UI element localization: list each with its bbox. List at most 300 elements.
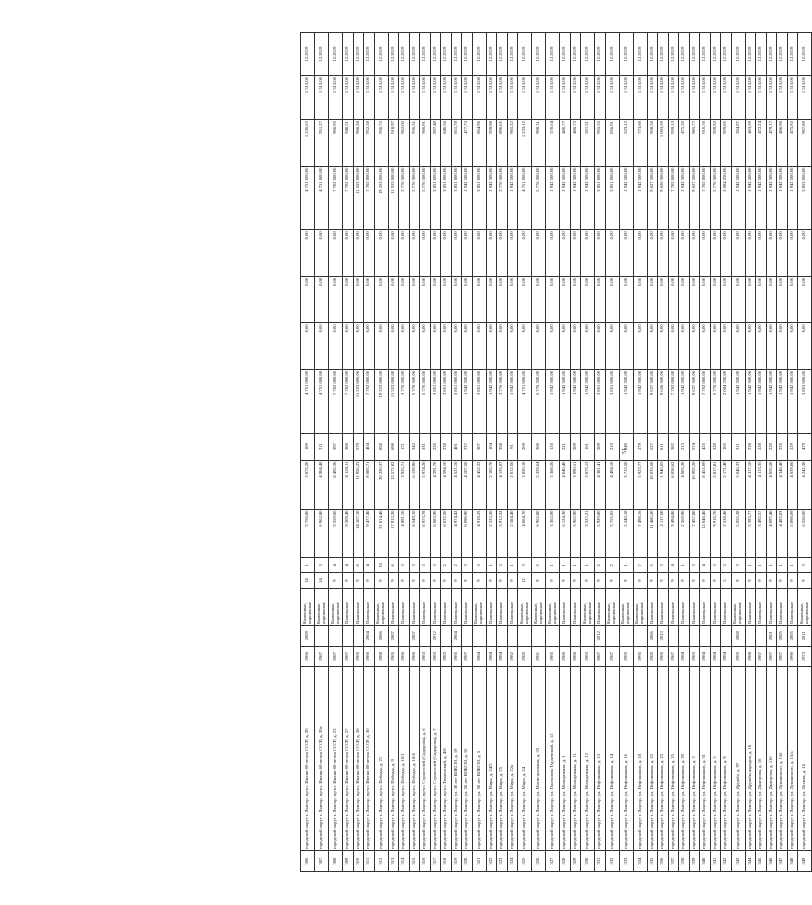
table-cell: 0,00 <box>658 323 669 370</box>
table-cell: 20 250,37 <box>374 460 388 509</box>
table-row <box>658 33 669 872</box>
table-cell: 1 940,05 <box>658 460 669 509</box>
table-cell: 12.2019 <box>787 33 798 76</box>
table-cell: 9 <box>658 573 669 589</box>
table-cell: 0,00 <box>668 230 679 277</box>
table-cell: 226 <box>430 433 441 460</box>
table-cell: 1 <box>546 558 560 573</box>
table-cell: 9 627 500,00 <box>647 166 658 230</box>
table-cell: 309 <box>343 851 354 872</box>
table-cell: 0,00 <box>430 276 441 323</box>
table-cell: 12.2019 <box>721 33 732 76</box>
table-cell: 8 549,10 <box>409 509 420 558</box>
table-cell: 1 942 500,00 <box>679 166 690 230</box>
table-cell: 9 <box>546 573 560 589</box>
table-cell: 1 513,00 <box>507 76 518 120</box>
table-cell: 1 513,00 <box>532 76 546 120</box>
table-cell: 0,00 <box>451 230 462 277</box>
table-cell: 4 <box>668 558 679 573</box>
table-cell: 0,00 <box>689 230 700 277</box>
table-cell: 890,05 <box>497 120 508 167</box>
table-cell: 0,00 <box>787 323 798 370</box>
table-cell: 1981 <box>532 646 546 667</box>
table-cell: 12.2019 <box>420 33 431 76</box>
table-cell: 2 012,50 <box>507 460 518 509</box>
table-row <box>560 33 571 872</box>
table-cell: 3 851 000,00 <box>441 166 452 230</box>
table-cell: 348 <box>787 851 798 872</box>
table-row <box>798 33 812 872</box>
table-cell: 1986 <box>301 646 315 667</box>
table-cell: 1 513,00 <box>388 76 399 120</box>
table-cell: городской округ г. Лянтор, ул. Нефтяников, д. 29 <box>679 667 690 851</box>
table-cell: 5 776 500,00 <box>532 166 546 230</box>
table-cell: 0,00 <box>700 276 711 323</box>
table-cell: 1 942 500,00 <box>581 369 595 433</box>
table-cell: 5 <box>721 573 732 589</box>
table-cell: 0,00 <box>441 230 452 277</box>
table-cell: 5 240,18 <box>619 509 633 558</box>
table-cell: Каменные, кирпичные <box>546 589 560 626</box>
table-cell: 3 925,71 <box>399 460 410 509</box>
table-cell: 12.2019 <box>388 33 399 76</box>
table-cell: Каменные, кирпичные <box>472 589 486 626</box>
table-cell: 4 242,30 <box>798 460 812 509</box>
table-cell: 0,00 <box>605 230 619 277</box>
table-cell: 226 <box>777 433 788 460</box>
table-cell: 311 <box>731 433 745 460</box>
table-cell: 12.2019 <box>518 33 532 76</box>
table-cell: 1 513,00 <box>756 76 767 120</box>
table-cell: Каменные, кирпичные <box>329 589 343 626</box>
table-cell: 335 <box>647 851 658 872</box>
table-cell: городской округ г. Лянтор, ул. Дмитрова, д. 11б <box>766 667 777 851</box>
table-cell: 0,00 <box>721 230 732 277</box>
table-cell: 347 <box>777 851 788 872</box>
table-cell: 0,00 <box>462 276 473 323</box>
table-cell <box>486 625 497 646</box>
table-cell: 12.2019 <box>364 33 375 76</box>
table-cell: 3 873,13 <box>581 460 595 509</box>
table-cell: 1988 <box>374 646 388 667</box>
table-cell: 0,00 <box>507 323 518 370</box>
table-cell: 1995 <box>633 646 647 667</box>
table-cell: 1 942 500,00 <box>679 369 690 433</box>
table-cell: 579 <box>353 433 364 460</box>
table-cell: 12.2019 <box>581 33 595 76</box>
table-cell: 12.2019 <box>700 33 711 76</box>
table-cell: городской округ г. Лянтор, ул. Лунинского, д. 15/а <box>787 667 798 851</box>
table-cell: 0,00 <box>745 230 756 277</box>
table-cell: 306 <box>301 851 315 872</box>
table-cell: 7 498,16 <box>633 509 647 558</box>
table-cell: 1 513,00 <box>518 76 532 120</box>
table-cell: городской округ г. Лянтор, ул. Нефтяников, д. 13 <box>595 667 606 851</box>
table-cell: 6 <box>388 558 399 573</box>
table-cell: 4 891,10 <box>399 509 410 558</box>
table-cell: 9 <box>731 573 745 589</box>
table-cell: 1984 <box>700 646 711 667</box>
table-cell: 4 751 000,00 <box>315 369 329 433</box>
table-cell: 1 513,00 <box>560 76 571 120</box>
table-cell: городской округ г. Лянтор, пр-кт. Имени 60-летия СССР, д. 20а <box>315 667 329 851</box>
table-cell: 0,00 <box>595 276 606 323</box>
table-cell: 4 346,40 <box>777 460 788 509</box>
table-cell: 12.2019 <box>756 33 767 76</box>
table-cell: 382 <box>668 433 679 460</box>
table-cell: 0,00 <box>647 276 658 323</box>
table-cell: 0,00 <box>710 276 721 323</box>
table-cell: 1 942 500,00 <box>507 369 518 433</box>
table-cell: 332 <box>605 851 619 872</box>
table-cell: 0,00 <box>532 323 546 370</box>
table-cell: 475,92 <box>787 120 798 167</box>
table-cell: 0,00 <box>605 323 619 370</box>
table-row <box>374 33 388 872</box>
table-cell: 0,00 <box>329 323 343 370</box>
table-cell: 2009 <box>301 625 315 646</box>
table-cell: 2 569,90 <box>679 509 690 558</box>
table-cell: 2008 <box>731 625 745 646</box>
table-cell: 4 <box>364 558 375 573</box>
table-cell: 0,00 <box>518 323 532 370</box>
table-cell: 0,00 <box>364 276 375 323</box>
table-row <box>633 33 647 872</box>
table-cell: 0,00 <box>315 323 329 370</box>
table-cell: 1987 <box>329 646 343 667</box>
table-cell: 171 <box>399 433 410 460</box>
table-cell: 9 <box>619 573 633 589</box>
table-cell: 7 702 000,00 <box>364 369 375 433</box>
table-cell: городской округ г. Лянтор, пр-кт. Имени 60-летия СССР, д. 28 <box>353 667 364 851</box>
table-cell: 9 <box>605 573 619 589</box>
table-cell: 9 509,40 <box>343 509 354 558</box>
table-cell: 9 <box>560 573 571 589</box>
table-cell: городской округ г. Лянтор, пр-кт. Победы, д. 10/1 <box>399 667 410 851</box>
table-cell: 12.2019 <box>689 33 700 76</box>
table-cell: 1986 <box>570 646 581 667</box>
table-cell: 1985 <box>518 646 532 667</box>
table-cell: 0,00 <box>798 276 812 323</box>
table-cell: 9 <box>647 573 658 589</box>
table-cell: 2 117,60 <box>658 509 669 558</box>
table-cell: 6 083,90 <box>430 509 441 558</box>
table-cell: 1 513,00 <box>546 76 560 120</box>
table-cell: 5 776 500,00 <box>710 369 721 433</box>
table-row <box>668 33 679 872</box>
table-cell: 1 513,00 <box>700 76 711 120</box>
table-cell: 339 <box>689 851 700 872</box>
table-cell: 4 974,42 <box>451 509 462 558</box>
table-cell: Панельные <box>420 589 431 626</box>
table-cell: 5 776 500,00 <box>409 369 420 433</box>
table-cell: 9 <box>388 573 399 589</box>
table-cell: городской округ г. Лянтор, пр-кт. Имени 60-летия СССР, д. 23 <box>329 667 343 851</box>
table-cell: 1 <box>679 558 690 573</box>
table-cell: 0,00 <box>647 230 658 277</box>
table-cell: 3 362,00 <box>546 509 560 558</box>
table-cell: 0,00 <box>507 276 518 323</box>
table-cell: 1 942 500,00 <box>745 166 756 230</box>
table-cell: 1 <box>560 558 571 573</box>
table-cell: 5 098,69 <box>787 509 798 558</box>
table-cell: городской округ г. Лянтор, ул. Мира, д. 24/5 <box>486 667 497 851</box>
table-cell: 959,13 <box>668 120 679 167</box>
table-cell: 279 <box>633 433 647 460</box>
table-cell: 320 <box>462 851 473 872</box>
table-cell: 4 381,41 <box>595 460 606 509</box>
table-cell: 1 513,00 <box>374 76 388 120</box>
table-cell: 3 851 000,00 <box>472 369 486 433</box>
table-row <box>507 33 518 872</box>
table-cell <box>668 625 679 646</box>
table-cell: 9 <box>353 573 364 589</box>
table-cell: 404 <box>364 433 375 460</box>
table-cell: 9 <box>507 573 518 589</box>
table-cell: 308 <box>329 851 343 872</box>
table-cell: 988,31 <box>532 120 546 167</box>
table-cell: 897,40 <box>430 120 441 167</box>
table-cell: 2005 <box>777 625 788 646</box>
table-cell: 0,00 <box>745 323 756 370</box>
table-cell: 0,00 <box>409 230 420 277</box>
table-cell: 327 <box>546 851 560 872</box>
table-cell: Каменные, кирпичные <box>633 589 647 626</box>
table-cell: 1 <box>745 558 756 573</box>
table-cell: 0,00 <box>756 323 767 370</box>
table-cell: 324 <box>507 851 518 872</box>
table-cell: 9 626 500,00 <box>658 166 669 230</box>
table-cell: 9 <box>633 573 647 589</box>
table-cell: 105 <box>721 433 732 460</box>
table-cell: Панельные <box>399 589 410 626</box>
table-cell: 221 <box>560 433 571 460</box>
table-cell: 5 923,77 <box>633 460 647 509</box>
table-row <box>570 33 581 872</box>
table-cell: 12 571,82 <box>388 460 399 509</box>
table-cell: 1 513,00 <box>441 76 452 120</box>
table-cell: 1 513,00 <box>721 76 732 120</box>
table-cell: Каменные, кирпичные <box>532 589 546 626</box>
table-cell: 1 942 500,00 <box>777 369 788 433</box>
table-cell: 9 <box>462 573 473 589</box>
table-cell <box>710 625 721 646</box>
table-cell: 0,00 <box>399 323 410 370</box>
table-cell: 1988 <box>745 646 756 667</box>
table-cell: 3 <box>798 558 812 573</box>
table-cell: 9 626 500,00 <box>658 369 669 433</box>
table-cell: 1987 <box>756 646 767 667</box>
table-cell: 9 <box>374 573 388 589</box>
table-cell: 0,00 <box>409 323 420 370</box>
table-cell: 0,00 <box>560 323 571 370</box>
table-cell: 9 <box>766 573 777 589</box>
table-cell: 12.2019 <box>409 33 420 76</box>
table-cell: 0,00 <box>766 276 777 323</box>
table-cell: городской округ г. Лянтор, ул. Дружба, д. 97 <box>731 667 745 851</box>
table-cell: 12.2019 <box>472 33 486 76</box>
table-cell: 228 <box>745 433 756 460</box>
table-row <box>364 33 375 872</box>
table-cell <box>507 625 518 646</box>
table-cell: 2004 <box>451 625 462 646</box>
table-cell: 3 <box>658 558 669 573</box>
table-cell: 0,00 <box>388 230 399 277</box>
table-cell: 315 <box>409 851 420 872</box>
table-cell: 1987 <box>668 646 679 667</box>
table-cell: 9 <box>430 573 441 589</box>
table-cell: 12.2019 <box>798 33 812 76</box>
table-cell: 9 <box>451 573 462 589</box>
table-cell: городской округ г. Лянтор, ул. Молодежная, д. 11 <box>570 667 581 851</box>
table-cell: 3 872,20 <box>301 460 315 509</box>
table-cell: 0,00 <box>710 323 721 370</box>
table-cell: 0,00 <box>777 323 788 370</box>
table-cell: 1 513,00 <box>420 76 431 120</box>
table-cell: 238 <box>441 433 452 460</box>
table-cell: 12.2019 <box>329 33 343 76</box>
table-cell <box>399 625 410 646</box>
table-cell: 237 <box>462 433 473 460</box>
table-row <box>518 33 532 872</box>
table-cell: 12.2019 <box>399 33 410 76</box>
table-cell: 1 <box>777 558 788 573</box>
table-cell: Панельные <box>507 589 518 626</box>
table-cell: 523,12 <box>619 120 633 167</box>
table-cell: 331 <box>595 851 606 872</box>
table-cell: 358 <box>497 433 508 460</box>
table-cell: 2007 <box>409 625 420 646</box>
table-cell: 328 <box>710 433 721 460</box>
table-cell: 9 <box>595 573 606 589</box>
table-cell: 14 107,10 <box>353 509 364 558</box>
table-cell: городской округ г. Лянтор, ул. Нефтяников, д. 5 <box>710 667 721 851</box>
table-cell: 341 <box>710 851 721 872</box>
table-row <box>451 33 462 872</box>
table-cell: 480,77 <box>560 120 571 167</box>
table-row <box>766 33 777 872</box>
table-cell: 9 494,80 <box>668 509 679 558</box>
table-cell: 209 <box>595 433 606 460</box>
table-cell: 11 553 000,00 <box>353 166 364 230</box>
table-row <box>441 33 452 872</box>
table-cell: 10 992,20 <box>689 460 700 509</box>
table-cell: 4 039,00 <box>787 460 798 509</box>
table-cell: 3 851 000,00 <box>441 369 452 433</box>
table-cell: Панельные <box>679 589 690 626</box>
table-cell: 0,00 <box>658 230 669 277</box>
table-cell: 0,00 <box>451 323 462 370</box>
table-cell: 5 492,57 <box>756 509 767 558</box>
table-cell: 8 085,71 <box>364 460 375 509</box>
table-cell: Панельные <box>364 589 375 626</box>
table-cell: 3 851 000,00 <box>430 369 441 433</box>
table-cell: Панельные <box>647 589 658 626</box>
table-row <box>420 33 431 872</box>
table-cell: 3 776 500,00 <box>399 369 410 433</box>
table-cell: 773,60 <box>633 120 647 167</box>
table-cell: 334 <box>633 851 647 872</box>
table-cell: Панельные <box>777 589 788 626</box>
table-cell: 9 <box>581 573 595 589</box>
table-cell: 0,00 <box>745 276 756 323</box>
table-cell: 337 <box>668 851 679 872</box>
table-cell: Панельные <box>343 589 354 626</box>
table-cell: Панельные <box>497 589 508 626</box>
table-cell: 3 <box>462 558 473 573</box>
table-cell: Каменные, кирпичные <box>798 589 812 626</box>
table-row <box>787 33 798 872</box>
table-cell: 331 <box>420 433 431 460</box>
table-cell: 0,00 <box>343 323 354 370</box>
table-cell: 1985 <box>647 646 658 667</box>
table-cell: 3 851 000,00 <box>451 369 462 433</box>
table-cell: 0,00 <box>420 323 431 370</box>
table-cell: 0,00 <box>532 276 546 323</box>
table-row <box>399 33 410 872</box>
table-cell: 346 <box>766 851 777 872</box>
table-row <box>343 33 354 872</box>
table-cell: 1 513,00 <box>605 76 619 120</box>
table-cell: Каменные, кирпичные <box>605 589 619 626</box>
table-cell: 126 <box>546 433 560 460</box>
table-row <box>721 33 732 872</box>
table-cell: 1 942 500,00 <box>546 166 560 230</box>
table-cell: 9 916,70 <box>710 509 721 558</box>
table-cell: 0,00 <box>301 323 315 370</box>
table-cell: 1987 <box>777 646 788 667</box>
table-cell: 12 <box>518 573 532 589</box>
table-cell: 4 <box>343 558 354 573</box>
table-cell: 2 182,70 <box>486 460 497 509</box>
table-cell: Панельные <box>451 589 462 626</box>
table-cell: 9 <box>441 573 452 589</box>
table-cell: 2 <box>595 558 606 573</box>
table-cell: 220 <box>766 433 777 460</box>
table-cell: 2 <box>605 558 619 573</box>
register-sheet <box>300 32 809 872</box>
table-cell: 0,00 <box>441 276 452 323</box>
table-cell: 2 <box>451 558 462 573</box>
table-cell: 4 521,10 <box>451 460 462 509</box>
table-cell: 317 <box>430 851 441 872</box>
table-cell: 0,00 <box>787 230 798 277</box>
table-cell: 4 107,50 <box>462 460 473 509</box>
table-row <box>731 33 745 872</box>
table-cell: 851,78 <box>451 120 462 167</box>
table-cell: 6 962,80 <box>532 509 546 558</box>
table-cell: 2 522,20 <box>486 509 497 558</box>
table-cell: городской округ г. Лянтор, пр-кт. Победы, д. 10/4 <box>409 667 420 851</box>
table-cell: 0,00 <box>679 230 690 277</box>
table-cell: 0,00 <box>430 230 441 277</box>
table-cell: 1 513,00 <box>486 76 497 120</box>
table-cell: 4 064,70 <box>518 509 532 558</box>
table-cell: 4 751 000,00 <box>315 166 329 230</box>
table-cell: 840,56 <box>441 120 452 167</box>
table-cell: 0,00 <box>518 230 532 277</box>
table-cell: городской округ г. Лянтор, ул. Нефтяников, д. 31 <box>700 667 711 851</box>
table-cell: 5 046,33 <box>731 460 745 509</box>
table-cell: 0,00 <box>497 323 508 370</box>
table-cell: 5 776 500,00 <box>532 369 546 433</box>
table-cell: 1984 <box>721 646 732 667</box>
table-cell: 0,00 <box>731 323 745 370</box>
table-cell: 1 513,00 <box>353 76 364 120</box>
table-cell: 1 513,00 <box>301 76 315 120</box>
table-cell: 5 750,80 <box>301 509 315 558</box>
table-cell: 313 <box>388 851 399 872</box>
